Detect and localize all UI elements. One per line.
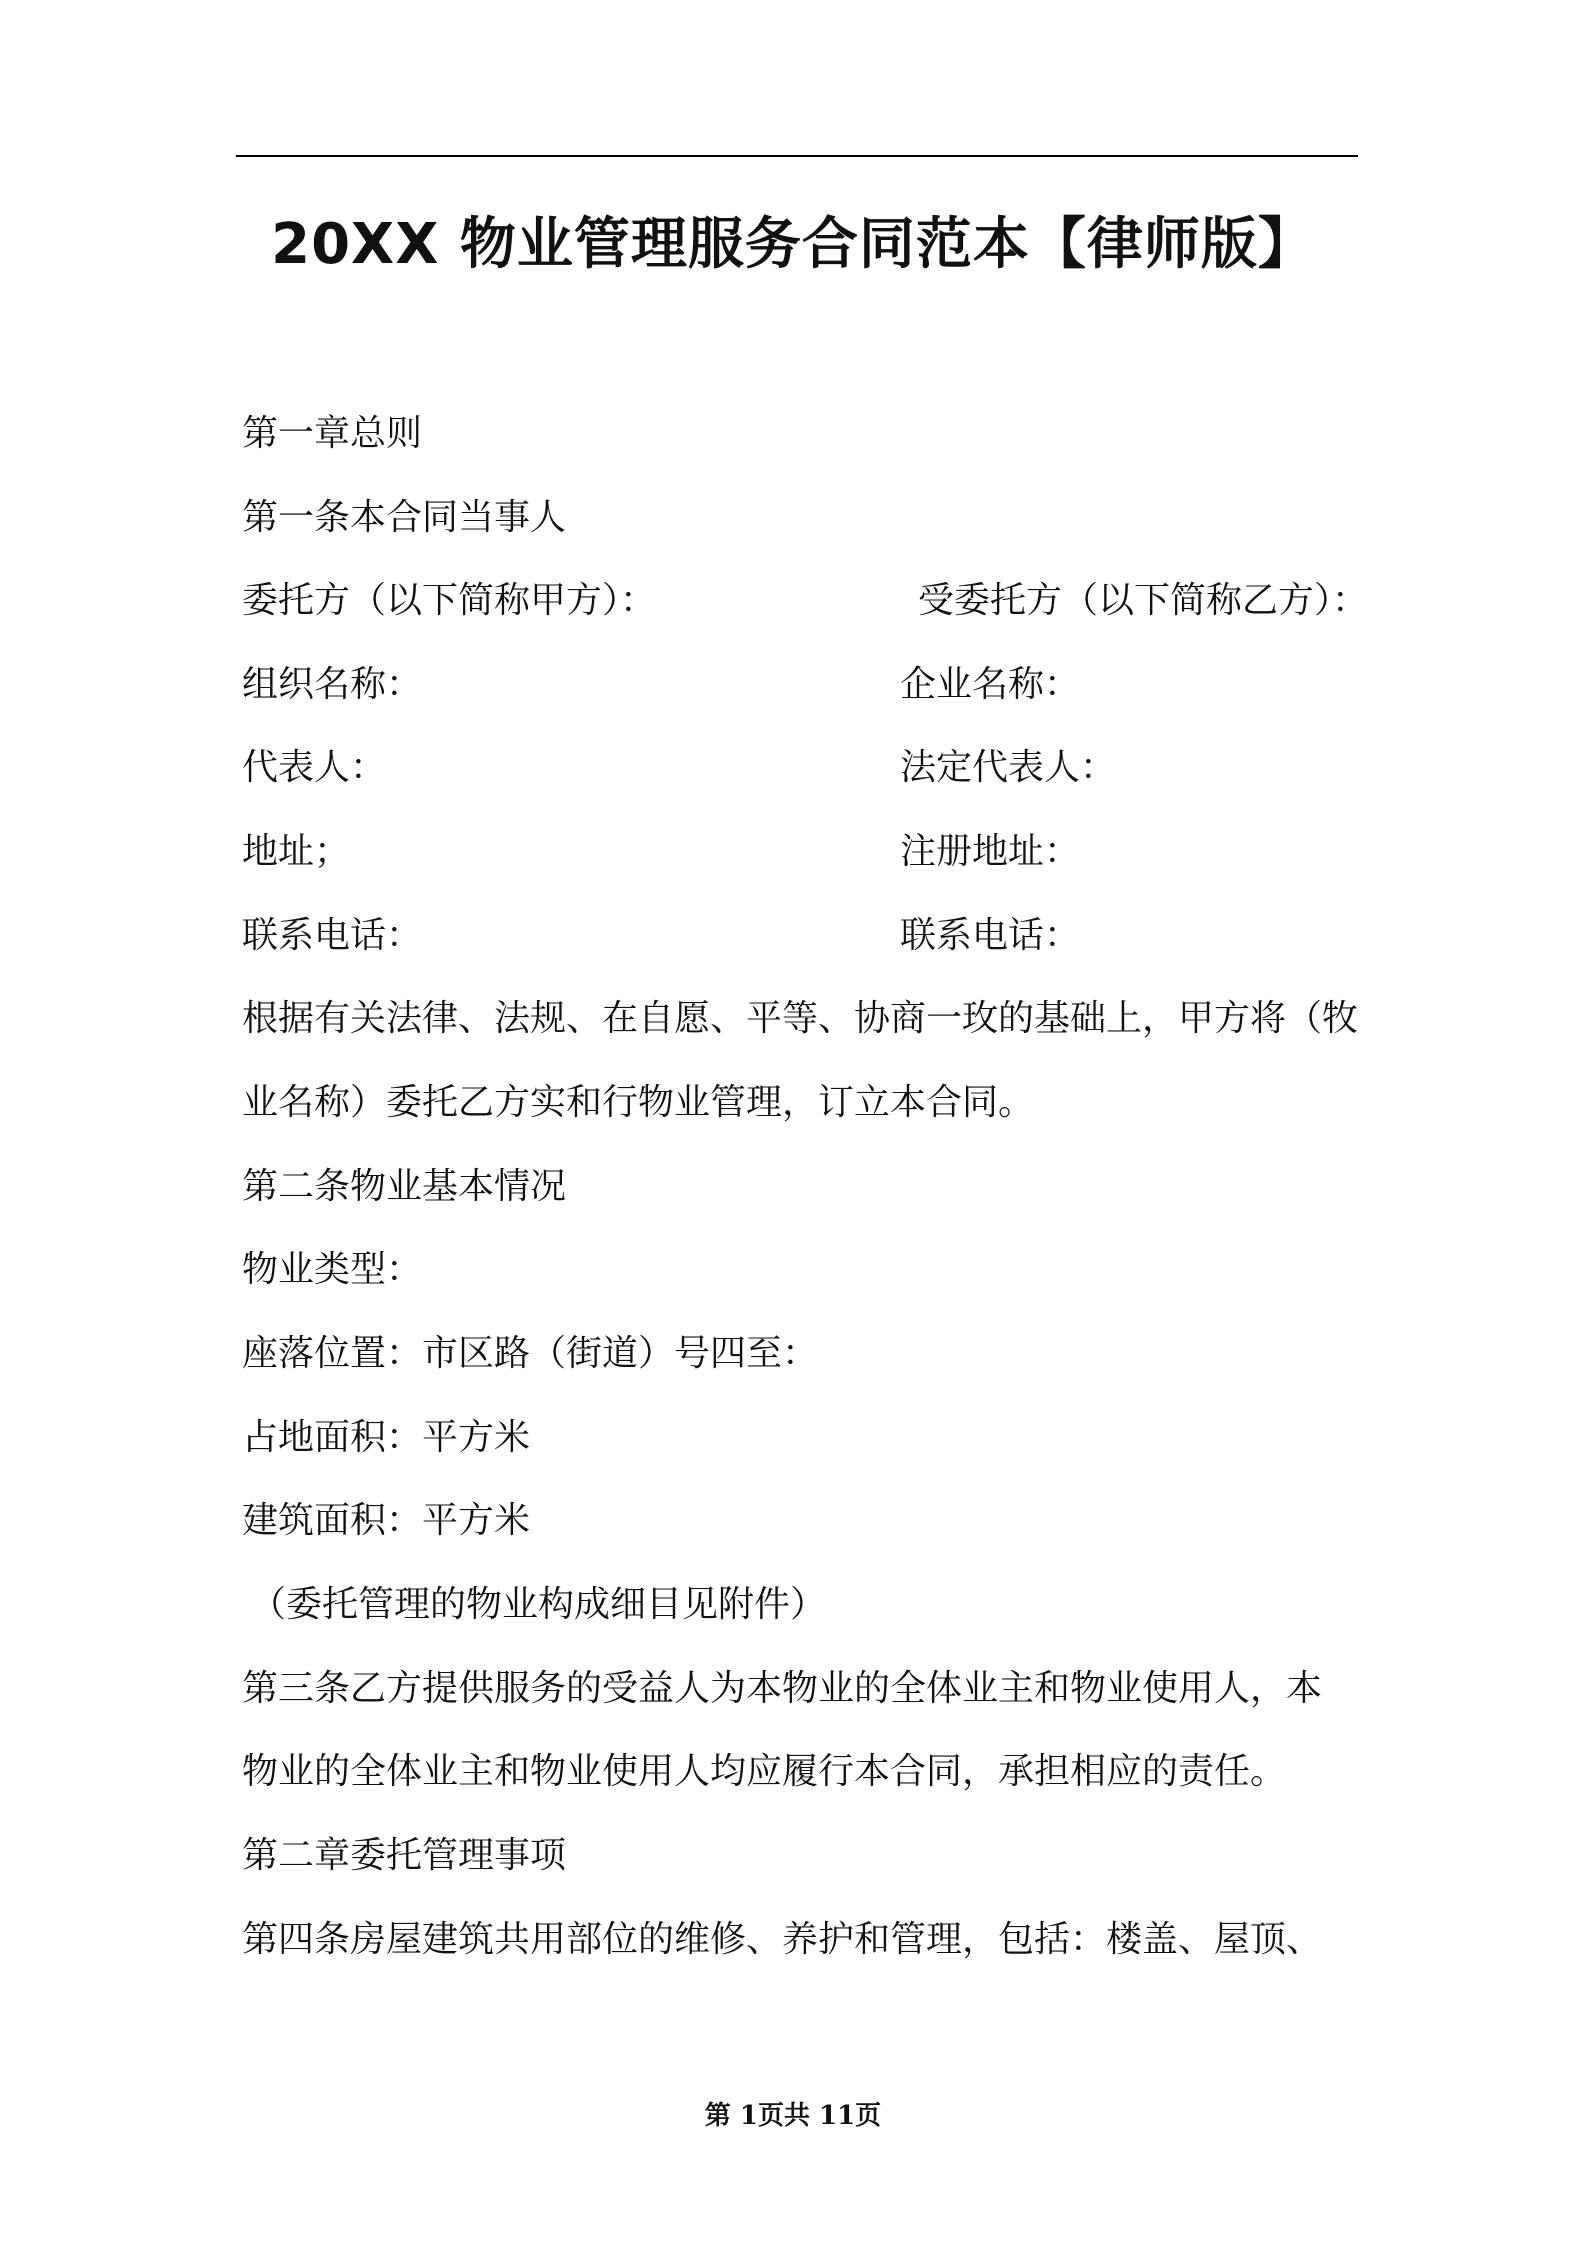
party-b-company-label: 企业名称： <box>900 664 1081 705</box>
party-a-heading: 委托方（以下简称甲方）： <box>242 580 657 621</box>
land-area-label: 占地面积：平方米 <box>242 1417 531 1458</box>
party-a-phone-label: 联系电话： <box>242 915 423 956</box>
document-title: 20XX 物业管理服务合同范本【律师版】 <box>271 212 1315 277</box>
preamble-line-1: 根据有关法律、法规、在自愿、平等、协商一玫的基础上，甲方将（牧 <box>242 998 1359 1039</box>
chapter-heading: 第二章委托管理事项 <box>242 1835 567 1876</box>
party-b-heading: 受委托方（以下简称乙方）： <box>918 580 1369 621</box>
party-a-rep-label: 代表人： <box>242 747 387 788</box>
party-b-phone-label: 联系电话： <box>900 915 1081 956</box>
location-label: 座落位置：市区路（街道）号四至： <box>242 1333 819 1374</box>
preamble-line-2: 业名称）委托乙方实和行物业管理，订立本合同。 <box>242 1082 1035 1123</box>
property-type-label: 物业类型： <box>242 1249 423 1290</box>
article-heading: 第一条本合同当事人 <box>242 497 567 538</box>
attachment-note: （委托管理的物业构成细目见附件） <box>250 1584 827 1625</box>
party-b-legal-rep-label: 法定代表人： <box>900 747 1117 788</box>
article-4-line-1: 第四条房屋建筑共用部位的维修、养护和管理，包括：楼盖、屋顶、 <box>242 1919 1323 1960</box>
article-3-line-1: 第三条乙方提供服务的受益人为本物业的全体业主和物业使用人，本 <box>242 1668 1323 1709</box>
party-a-org-label: 组织名称： <box>242 664 423 705</box>
chapter-heading: 第一章总则 <box>242 413 423 454</box>
party-b-reg-address-label: 注册地址： <box>900 831 1081 872</box>
header-rule <box>236 155 1358 157</box>
article-heading: 第二条物业基本情况 <box>242 1166 567 1207</box>
party-a-address-label: 地址； <box>242 831 351 872</box>
building-area-label: 建筑面积：平方米 <box>242 1500 531 1541</box>
article-3-line-2: 物业的全体业主和物业使用人均应履行本合同，承担相应的责任。 <box>242 1751 1287 1792</box>
page-indicator: 第 1页共 11页 <box>704 2101 882 2131</box>
